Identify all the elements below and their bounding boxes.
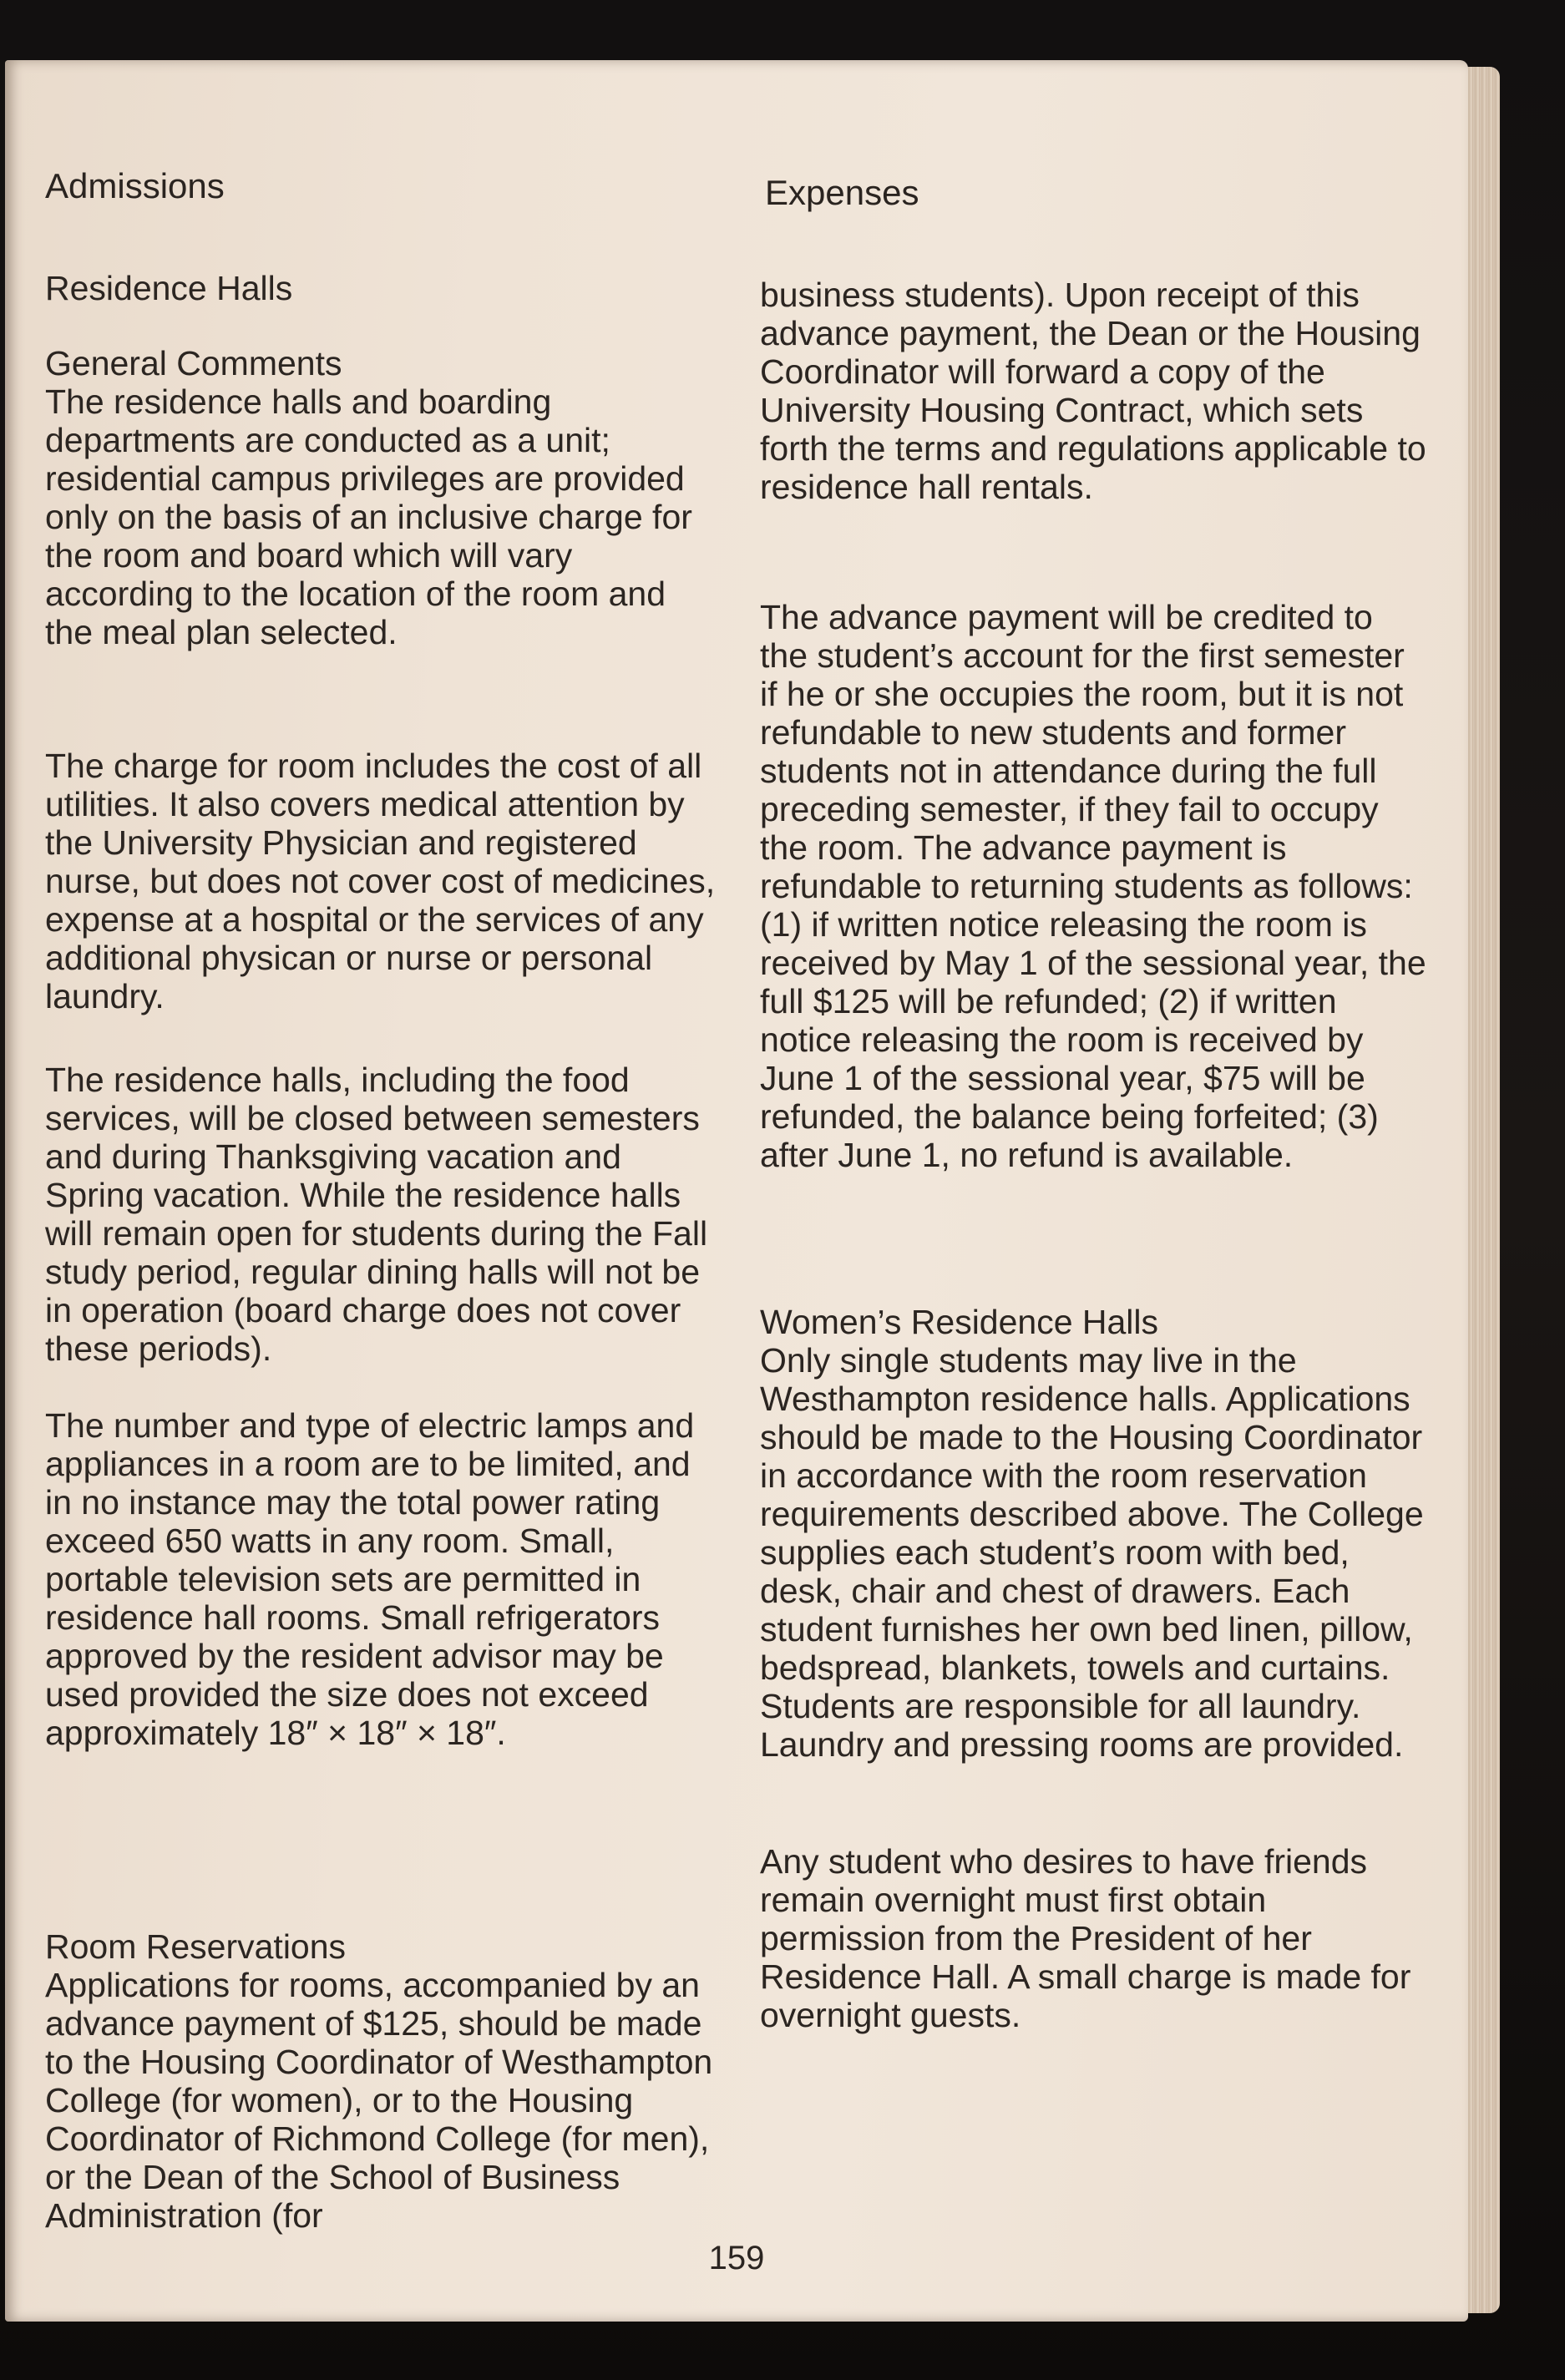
room-reservations-heading: Room Reservations — [45, 1927, 347, 1966]
general-comments-heading: General Comments — [45, 344, 342, 382]
room-reservations-paragraph-1: Applications for rooms, accompanied by an advance payment of $125, should be made to the Housing Coordinator of Westhampton College (for women), or to the Housing Coordinator of Richmond College (for men), or the Dean of the School of Business Administration (for — [45, 1966, 713, 2235]
general-comments-p4 — [45, 1406, 720, 1752]
page-number: 159 — [708, 2240, 765, 2276]
general-comments-p3 — [45, 1061, 720, 1368]
running-head-left: Admissions — [45, 166, 225, 205]
general-comments-paragraph-1: The residence halls and boarding departments are conducted as a unit; residential campus privileges are provided only on the basis of an inclusive charge for the room and board which will vary according to the location of the room and the meal plan selected. — [45, 382, 692, 651]
womens-residence-halls-p2 — [760, 1842, 1428, 2034]
general-comments-paragraph-3: The residence halls, including the food services, will be closed between semesters and during Thanksgiving vacation and Spring vacation. While the residence halls will remain open for students during the Fall study period, regular dining halls will not be in operation (board charge does not cover these periods). — [45, 1061, 708, 1368]
womens-residence-halls-heading: Women’s Residence Halls — [760, 1303, 1159, 1341]
continuation-text: business students). Upon receipt of this advance payment, the Dean or the Housing Coordinator will forward a copy of the University Housing Contract, which sets forth the terms and regulations applicable to residence hall rentals. — [760, 276, 1426, 506]
general-comments — [45, 344, 720, 651]
advance-payment-text: The advance payment will be credited to the student’s account for the first semester if he or she occupies the room, but it is not refundable to new students and former students not in attendance during the full preceding semester, if they fail to occupy the room. The advance payment is refundable to returning students as follows: (1) if written notice releasing the room is received by May 1 of the sessional year, the full $125 will be refunded; (2) if written notice releasing the room is received by June 1 of the sessional year, $75 will be refunded, the balance being forfeited; (3) after June 1, no refund is available. — [760, 598, 1426, 1174]
womens-residence-halls-paragraph-1: Only single students may live in the Westhampton residence halls. Applications should be made to the Housing Coordinator in accordance with the room reservation requirements described above. The College supplies each student’s room with bed, desk, chair and chest of drawers. Each student furnishes her own bed linen, pillow, bedspread, blankets, towels and curtains. Students are responsible for all laundry. Laundry and pressing rooms are provided. — [760, 1341, 1424, 1764]
general-comments-paragraph-4: The number and type of electric lamps and appliances in a room are to be limited, and in no instance may the total power rating exceed 650 watts in any room. Small, portable television sets are permitted in residence hall rooms. Small refrigerators approved by the resident advisor may be used provided the size does not exceed approximately 18″ × 18″ × 18″. — [45, 1406, 695, 1752]
continuation-paragraph — [760, 276, 1428, 506]
room-reservations — [45, 1927, 720, 2235]
section-residence-halls — [45, 269, 720, 307]
running-head-right: Expenses — [765, 173, 919, 212]
womens-residence-halls — [760, 1303, 1428, 1764]
advance-payment-paragraph — [760, 598, 1428, 1174]
section-title: Residence Halls — [45, 269, 293, 307]
book-page — [5, 60, 1468, 2322]
general-comments-paragraph-2: The charge for room includes the cost of all utilities. It also covers medical attention by the University Physician and registered nurse, but does not cover cost of medicines, expense at a hospital or the services of any additional physican or nurse or personal laundry. — [45, 747, 716, 1015]
general-comments-p2 — [45, 747, 720, 1015]
womens-residence-halls-paragraph-2: Any student who desires to have friends remain overnight must first obtain permission from the President of her Residence Hall. A small charge is made for overnight guests. — [760, 1842, 1411, 2034]
